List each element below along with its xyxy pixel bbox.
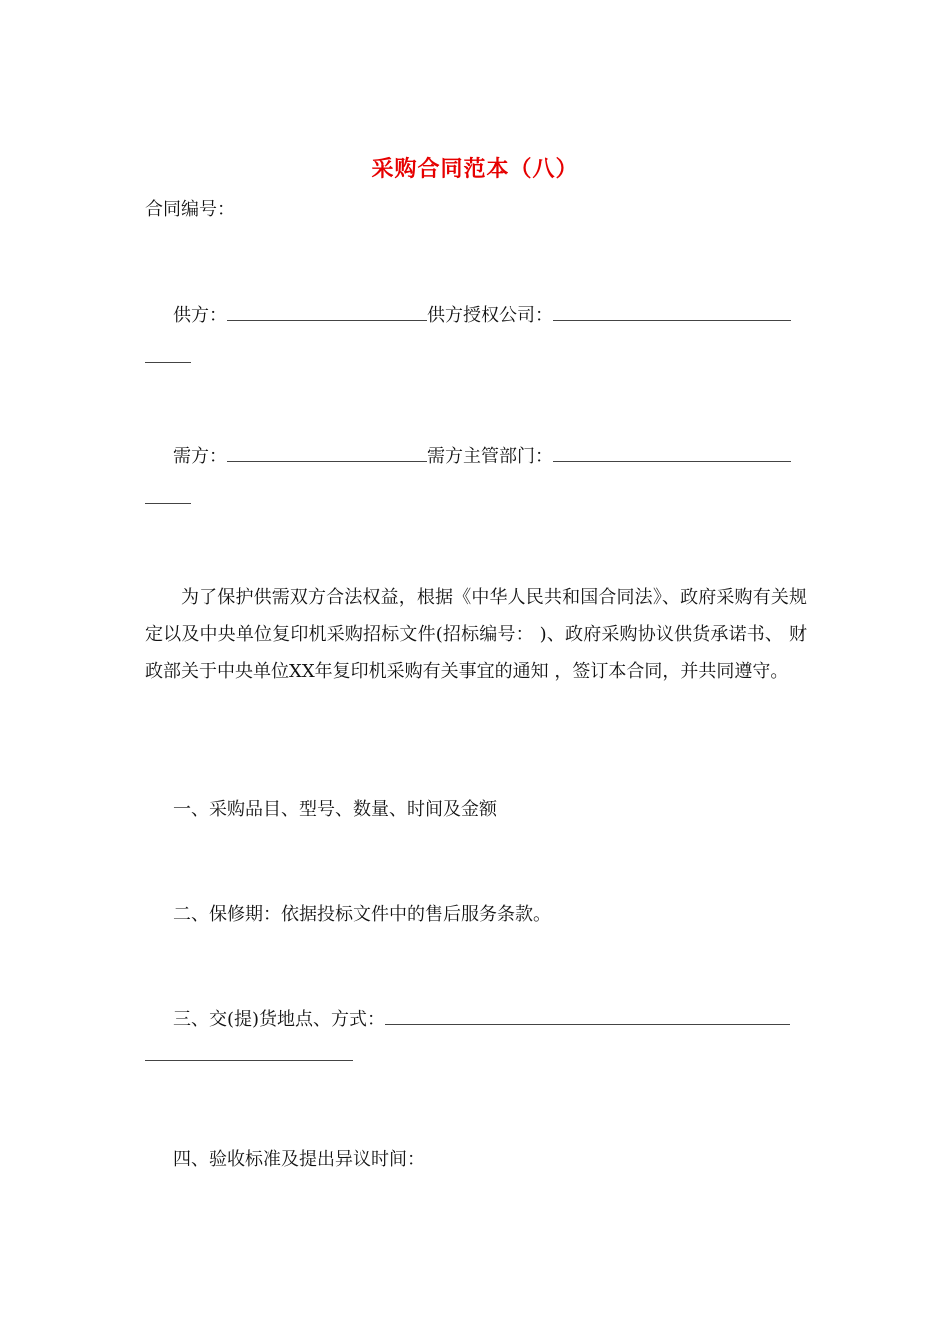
section-3-line xyxy=(173,1006,790,1032)
supplier-label: 供方： xyxy=(173,305,227,326)
buyer-dept-blank-continued xyxy=(145,485,191,504)
buyer-line xyxy=(173,443,791,469)
buyer-label: 需方： xyxy=(173,446,227,467)
document-title: 采购合同范本（八） xyxy=(371,156,579,182)
buyer-blank xyxy=(227,443,427,462)
delivery-blank xyxy=(385,1006,790,1025)
section-2: 二、保修期：依据投标文件中的售后服务条款。 xyxy=(173,904,551,925)
section-1: 一、采购品目、型号、数量、时间及金额 xyxy=(173,799,497,820)
buyer-line-continued xyxy=(145,485,191,511)
delivery-blank-continued xyxy=(145,1042,353,1061)
buyer-dept-label: 需方主管部门： xyxy=(427,446,553,467)
section-3-label: 三、交(提)货地点、方式： xyxy=(173,1009,386,1030)
supplier-blank xyxy=(227,302,427,321)
section-4: 四、验收标准及提出异议时间： xyxy=(173,1149,425,1170)
supplier-authorized-blank-continued xyxy=(145,344,191,363)
section-3-line-continued xyxy=(145,1042,353,1068)
contract-number-line xyxy=(145,198,235,222)
intro-paragraph: 为了保护供需双方合法权益，根据《中华人民共和国合同法》、政府采购有关规定以及中央单位复印机采购招标文件(招标编号： )、政府采购协议供货承诺书、 财政部关于中央单位XX年复印机采购有关事宜的通知 ，签订本合同，并共同遵守。 xyxy=(145,587,807,682)
contract-number-label: 合同编号： xyxy=(145,199,235,220)
supplier-authorized-label: 供方授权公司： xyxy=(427,305,553,326)
supplier-line xyxy=(173,302,791,328)
supplier-line-continued xyxy=(145,344,191,370)
supplier-authorized-blank xyxy=(553,302,791,321)
buyer-dept-blank xyxy=(553,443,791,462)
